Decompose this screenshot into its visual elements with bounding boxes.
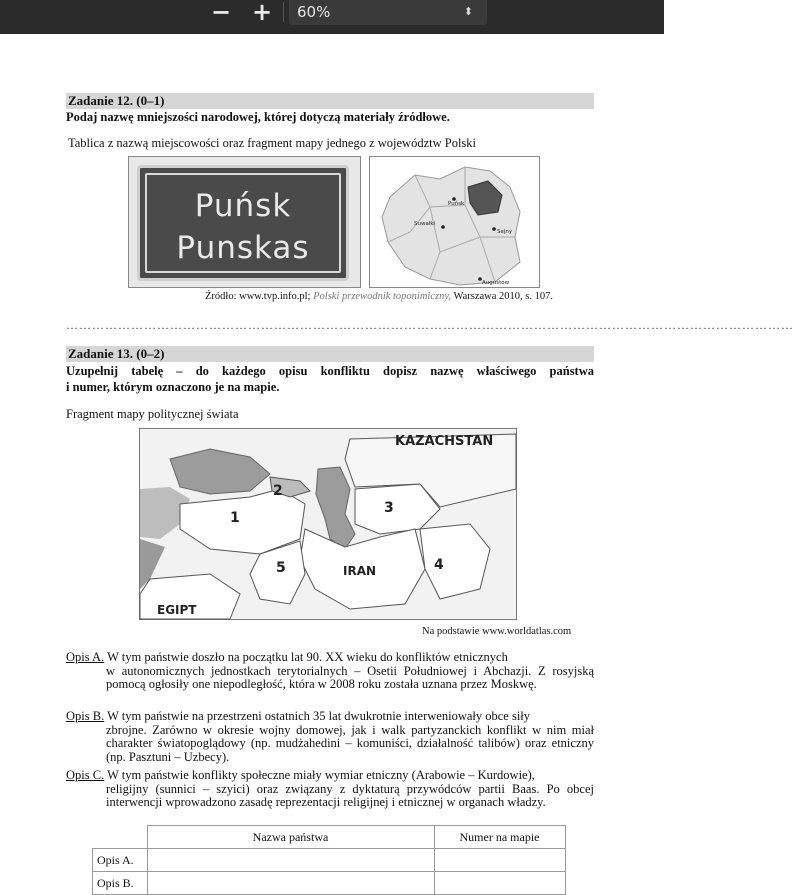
column-number-header: Numer na mapie <box>434 826 565 849</box>
map-number-3: 3 <box>384 500 394 516</box>
map-number-4: 4 <box>434 557 444 573</box>
sign-line-polish: Puńsk <box>194 188 292 224</box>
source-title: Polski przewodnik toponimiczny, <box>313 291 452 302</box>
description-b-line1: W tym państwie na przestrzeni ostatnich 35 lat dwukrotnie interweniowały obce siły <box>104 709 531 723</box>
description-c-line1: W tym państwie konflikty społeczne miały wymiar etniczny (Arabowie – Kurdowie), <box>104 768 535 782</box>
voivodeship-map <box>369 156 540 288</box>
zoom-in-button[interactable]: + <box>251 0 273 26</box>
country-answer-cell[interactable] <box>147 872 434 895</box>
task-12-header: Zadanie 12. (0–1) <box>66 93 594 109</box>
map-number-5: 5 <box>276 560 286 576</box>
table-corner-cell <box>93 826 148 849</box>
map-label-sejny: Sejny <box>497 229 513 235</box>
description-a <box>66 651 594 692</box>
task-12-instruction: Podaj nazwę mniejszości narodowej, której dotyczą materiały źródłowe. <box>66 110 450 124</box>
town-sign-photo <box>128 156 361 288</box>
answer-line: …………………………………………………………………………………………………………………………………………………… <box>66 318 794 332</box>
description-b-label: Opis B. <box>66 709 105 723</box>
number-answer-cell[interactable] <box>434 849 565 872</box>
map-label-iran: IRAN <box>343 564 377 578</box>
map-label-kazachstan: KAZACHSTAN <box>395 434 494 449</box>
column-country-header: Nazwa państwa <box>147 826 434 849</box>
description-a-label: Opis A. <box>66 650 105 664</box>
row-label: Opis B. <box>93 872 148 895</box>
country-answer-cell[interactable] <box>147 849 434 872</box>
pdf-toolbar <box>0 0 664 34</box>
source-prefix: Źródło: www.tvp.info.pl; <box>205 291 311 302</box>
zoom-out-button[interactable]: − <box>210 0 232 26</box>
description-b-text: zbrojne. Zarówno w okresie wojny domowej, jak i walk partyzanckich konflikt w nim miał charakter światopoglądowy (np. mudżahedini – komuniści, działalność talibów) oraz etniczny (np. Pasztuni – Uzbecy). <box>106 722 594 764</box>
task-13-instruction-line2: i numer, którym oznaczono je na mapie. <box>66 380 280 394</box>
description-b <box>66 710 594 764</box>
source-suffix: Warszawa 2010, s. 107. <box>453 291 553 302</box>
description-c-text: religijny (sunnici – szyici) oraz związany z dyktaturą przywódców partii Baas. Po obcej interwencji wprowadzono zasadę reprezentacji religijnej i etnicznej w organach władzy. <box>106 781 594 810</box>
zoom-select[interactable] <box>289 0 487 25</box>
description-a-text: w autonomicznych jednostkach terytorialnych – Osetii Południowej i Abchazji. Z rosyjską pomocą ogłosiły one niepodległość, która w 2008 roku została uznana przez Moskwę. <box>106 663 594 692</box>
answer-table <box>92 825 566 895</box>
map-source: Na podstawie www.worldatlas.com <box>422 626 572 637</box>
map-label-suwalki: Suwałki <box>414 221 436 227</box>
description-a-line1: W tym państwie doszło na początku lat 90. XX wieku do konfliktów etnicznych <box>104 650 508 664</box>
task-13-header: Zadanie 13. (0–2) <box>66 346 594 362</box>
number-answer-cell[interactable] <box>434 872 565 895</box>
voivodeship-map-graphic <box>370 157 539 287</box>
select-arrows-icon: ⬍ <box>463 5 473 18</box>
map-label-punsk: Puńsk <box>448 201 465 207</box>
toolbar-separator <box>283 2 284 22</box>
map-label-augustow: Augustów <box>482 280 510 286</box>
map-number-1: 1 <box>230 510 240 526</box>
table-row <box>93 872 566 895</box>
political-map-graphic <box>140 429 516 619</box>
description-c-label: Opis C. <box>66 768 105 782</box>
description-c <box>66 769 594 810</box>
map-label-egipt: EGIPT <box>157 603 197 617</box>
task-13-instruction-line1: Uzupełnij tabelę – do każdego opisu konfliktu dopisz nazwę właściwego państwa <box>66 364 594 378</box>
task-12-source <box>205 291 553 302</box>
zoom-value: 60% <box>297 3 331 21</box>
row-label: Opis A. <box>93 849 148 872</box>
task-12-caption: Tablica z nazwą miejscowości oraz fragment mapy jednego z województw Polski <box>68 136 477 150</box>
political-map <box>139 428 517 620</box>
table-header-row <box>93 826 566 849</box>
sign-line-lithuanian: Punskas <box>176 230 310 266</box>
map-number-2: 2 <box>273 483 283 499</box>
task-13-caption: Fragment mapy politycznej świata <box>66 407 239 421</box>
table-row <box>93 849 566 872</box>
town-sign <box>137 165 349 281</box>
